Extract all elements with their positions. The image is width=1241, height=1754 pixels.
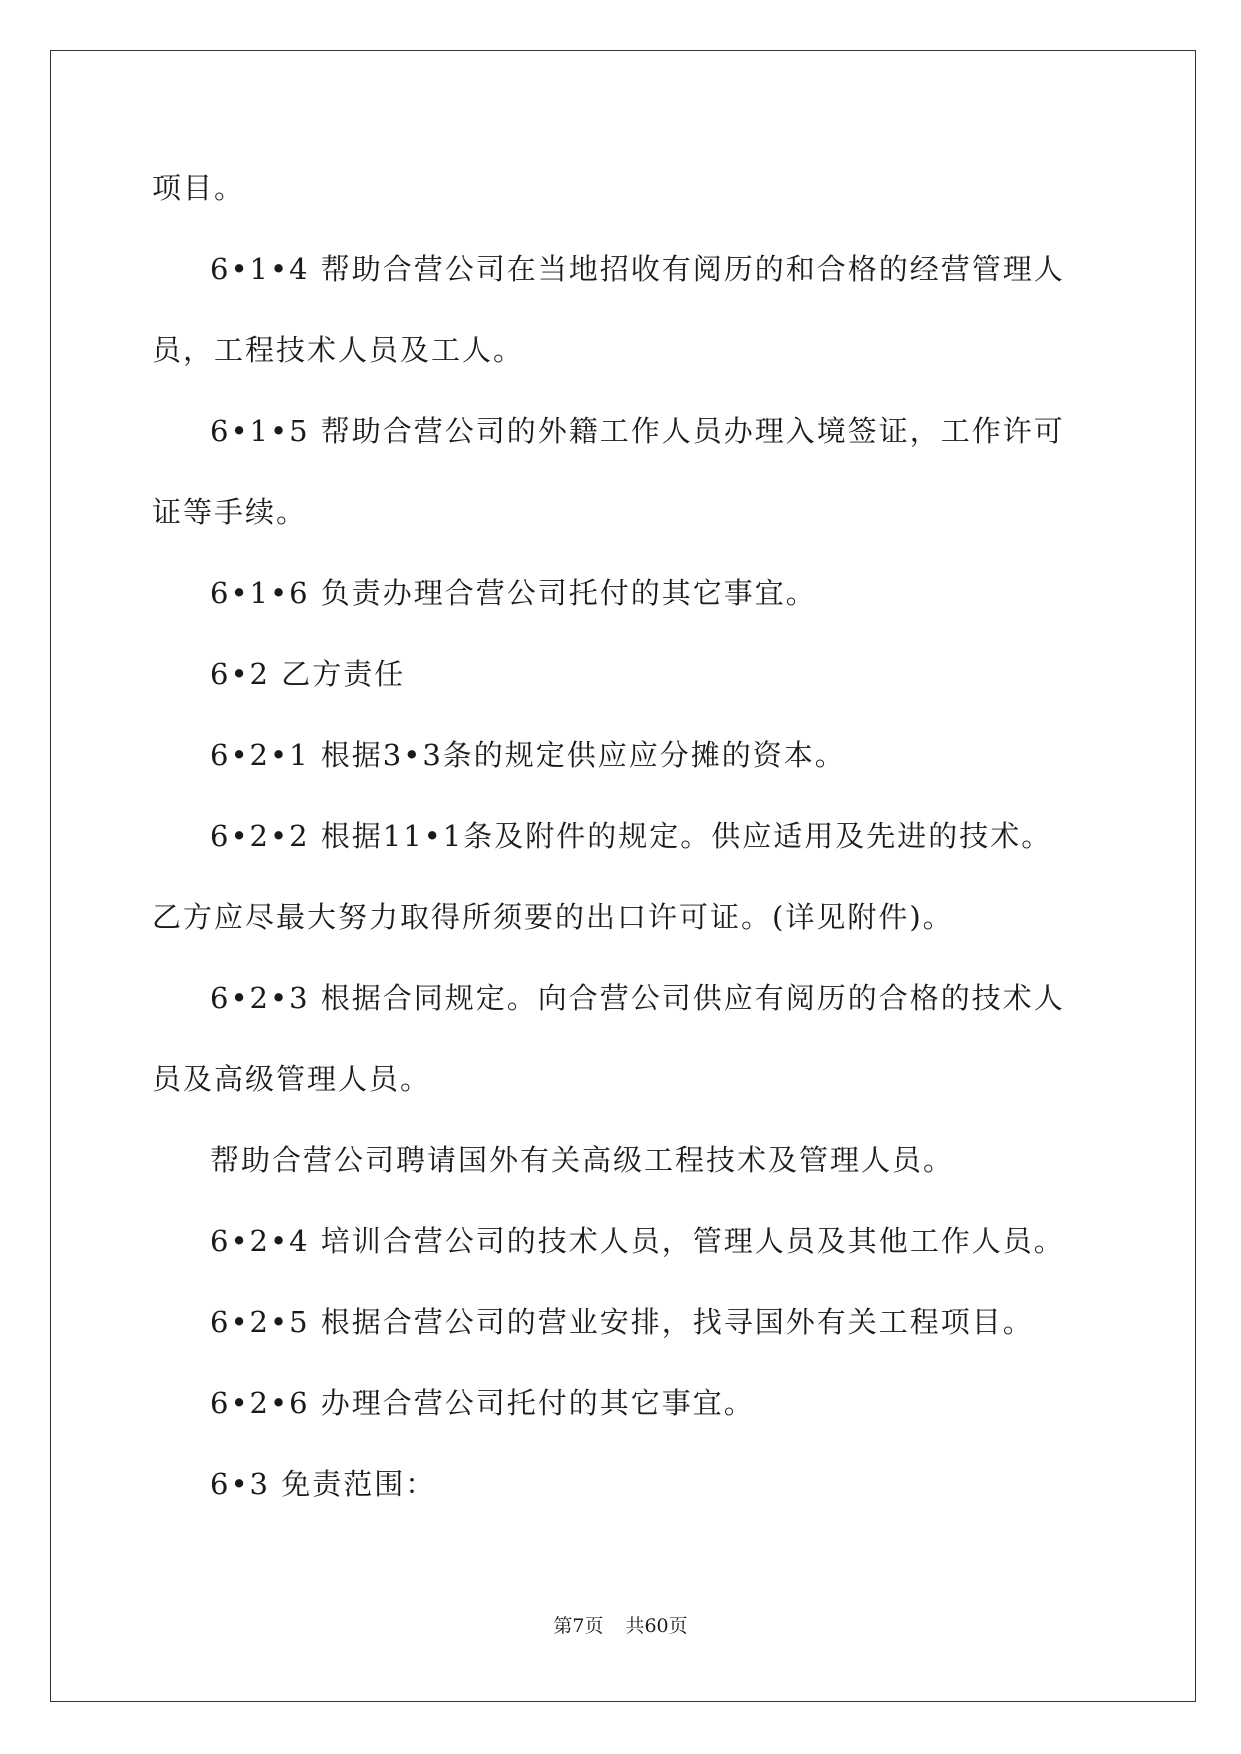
- clause-6-2-2-line-1: 6•2•2 根据11•1条及附件的规定。供应适用及先进的技术。: [210, 819, 1053, 853]
- page-total: 共60页: [625, 1615, 688, 1637]
- page-border: [50, 50, 1196, 1702]
- clause-6-2-3-line-2: 员及高级管理人员。: [152, 1062, 432, 1096]
- clause-6-1-5-line-1: 6•1•5 帮助合营公司的外籍工作人员办理入境签证，工作许可: [210, 414, 1065, 448]
- clause-6-1-4-line-2: 员，工程技术人员及工人。: [152, 333, 525, 367]
- clause-6-2-5: 6•2•5 根据合营公司的营业安排，找寻国外有关工程项目。: [210, 1305, 1034, 1339]
- clause-6-1-4-line-1: 6•1•4 帮助合营公司在当地招收有阅历的和合格的经营管理人: [210, 252, 1065, 286]
- paragraph-line-item-end: 项目。: [152, 171, 246, 205]
- clause-6-2-3-paragraph-2: 帮助合营公司聘请国外有关高级工程技术及管理人员。: [210, 1143, 955, 1177]
- page-number: 第7页: [553, 1615, 604, 1637]
- clause-6-2-2-line-2: 乙方应尽最大努力取得所须要的出口许可证。(详见附件)。: [152, 900, 954, 934]
- clause-6-2-3-line-1: 6•2•3 根据合同规定。向合营公司供应有阅历的合格的技术人: [210, 981, 1065, 1015]
- section-6-3-heading: 6•3 免责范围：: [210, 1467, 437, 1501]
- page-footer: [0, 1614, 1241, 1638]
- clause-6-2-4: 6•2•4 培训合营公司的技术人员，管理人员及其他工作人员。: [210, 1224, 1065, 1258]
- clause-6-2-1: 6•2•1 根据3•3条的规定供应应分摊的资本。: [210, 738, 846, 772]
- clause-6-1-5-line-2: 证等手续。: [152, 495, 308, 529]
- section-6-2-heading: 6•2 乙方责任: [210, 657, 406, 691]
- clause-6-2-6: 6•2•6 办理合营公司托付的其它事宜。: [210, 1386, 755, 1420]
- clause-6-1-6: 6•1•6 负责办理合营公司托付的其它事宜。: [210, 576, 817, 610]
